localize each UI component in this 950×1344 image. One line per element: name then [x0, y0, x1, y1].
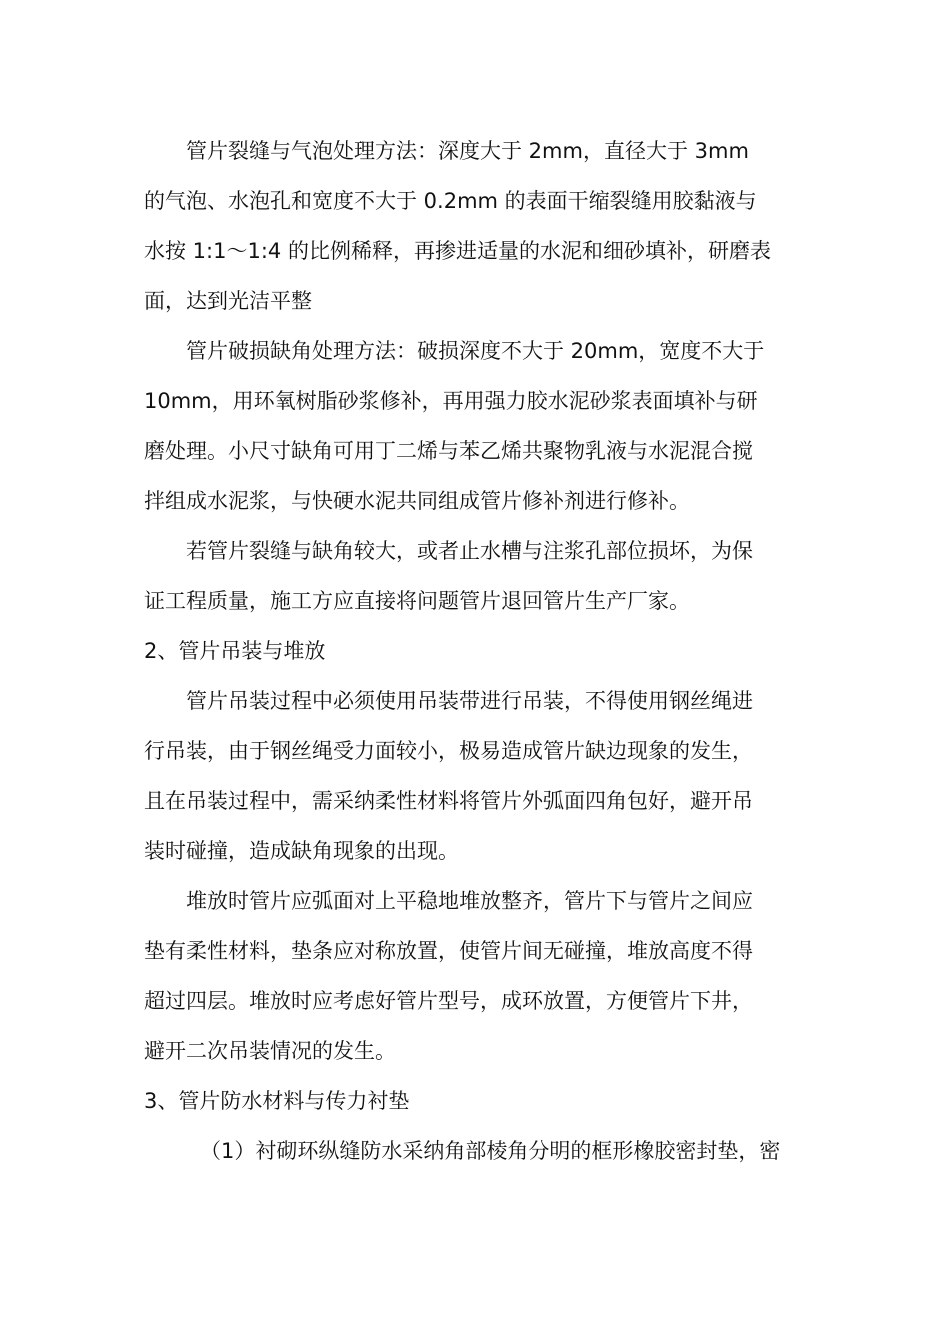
paragraph-sealing-gasket-line-1: （1）衬砌环纵缝防水采纳角部棱角分明的框形橡胶密封垫，密: [200, 1139, 781, 1163]
section-heading-waterproofing: 3、管片防水材料与传力衬垫: [144, 1089, 410, 1113]
section-heading-hoisting: 2、管片吊装与堆放: [144, 639, 326, 663]
paragraph-stacking-line-3: 超过四层。堆放时应考虑好管片型号，成环放置，方便管片下井，: [144, 989, 753, 1013]
paragraph-return-segment-line-1: 若管片裂缝与缺角较大，或者止水槽与注浆孔部位损坏，为保: [186, 539, 753, 563]
paragraph-hoisting-line-2: 行吊装，由于钢丝绳受力面较小，极易造成管片缺边现象的发生，: [144, 739, 753, 763]
paragraph-hoisting-line-3: 且在吊装过程中，需采纳柔性材料将管片外弧面四角包好，避开吊: [144, 789, 753, 813]
paragraph-crack-treatment-line-3: 水按 1:1～1:4 的比例稀释，再掺进适量的水泥和细砂填补，研磨表: [144, 239, 771, 263]
document-body: [144, 126, 808, 1176]
paragraph-damage-treatment-line-1: 管片破损缺角处理方法：破损深度不大于 20mm，宽度不大于: [186, 339, 765, 363]
paragraph-stacking-line-2: 垫有柔性材料，垫条应对称放置，使管片间无碰撞，堆放高度不得: [144, 939, 753, 963]
paragraph-damage-treatment-line-3: 磨处理。小尺寸缺角可用丁二烯与苯乙烯共聚物乳液与水泥混合搅: [144, 439, 753, 463]
paragraph-damage-treatment-line-4: 拌组成水泥浆，与快硬水泥共同组成管片修补剂进行修补。: [144, 489, 690, 513]
paragraph-crack-treatment-line-2: 的气泡、水泡孔和宽度不大于 0.2mm 的表面干缩裂缝用胶黏液与: [144, 189, 757, 213]
paragraph-return-segment-line-2: 证工程质量，施工方应直接将问题管片退回管片生产厂家。: [144, 589, 690, 613]
paragraph-hoisting-line-4: 装时碰撞，造成缺角现象的出现。: [144, 839, 459, 863]
paragraph-hoisting-line-1: 管片吊装过程中必须使用吊装带进行吊装，不得使用钢丝绳进: [186, 689, 753, 713]
paragraph-crack-treatment-line-1: 管片裂缝与气泡处理方法：深度大于 2mm，直径大于 3mm: [186, 139, 749, 163]
paragraph-crack-treatment-line-4: 面，达到光洁平整: [144, 289, 312, 313]
paragraph-damage-treatment-line-2: 10mm，用环氧树脂砂浆修补，再用强力胶水泥砂浆表面填补与研: [144, 389, 758, 413]
paragraph-stacking-line-1: 堆放时管片应弧面对上平稳地堆放整齐，管片下与管片之间应: [186, 889, 753, 913]
paragraph-stacking-line-4: 避开二次吊装情况的发生。: [144, 1039, 396, 1063]
